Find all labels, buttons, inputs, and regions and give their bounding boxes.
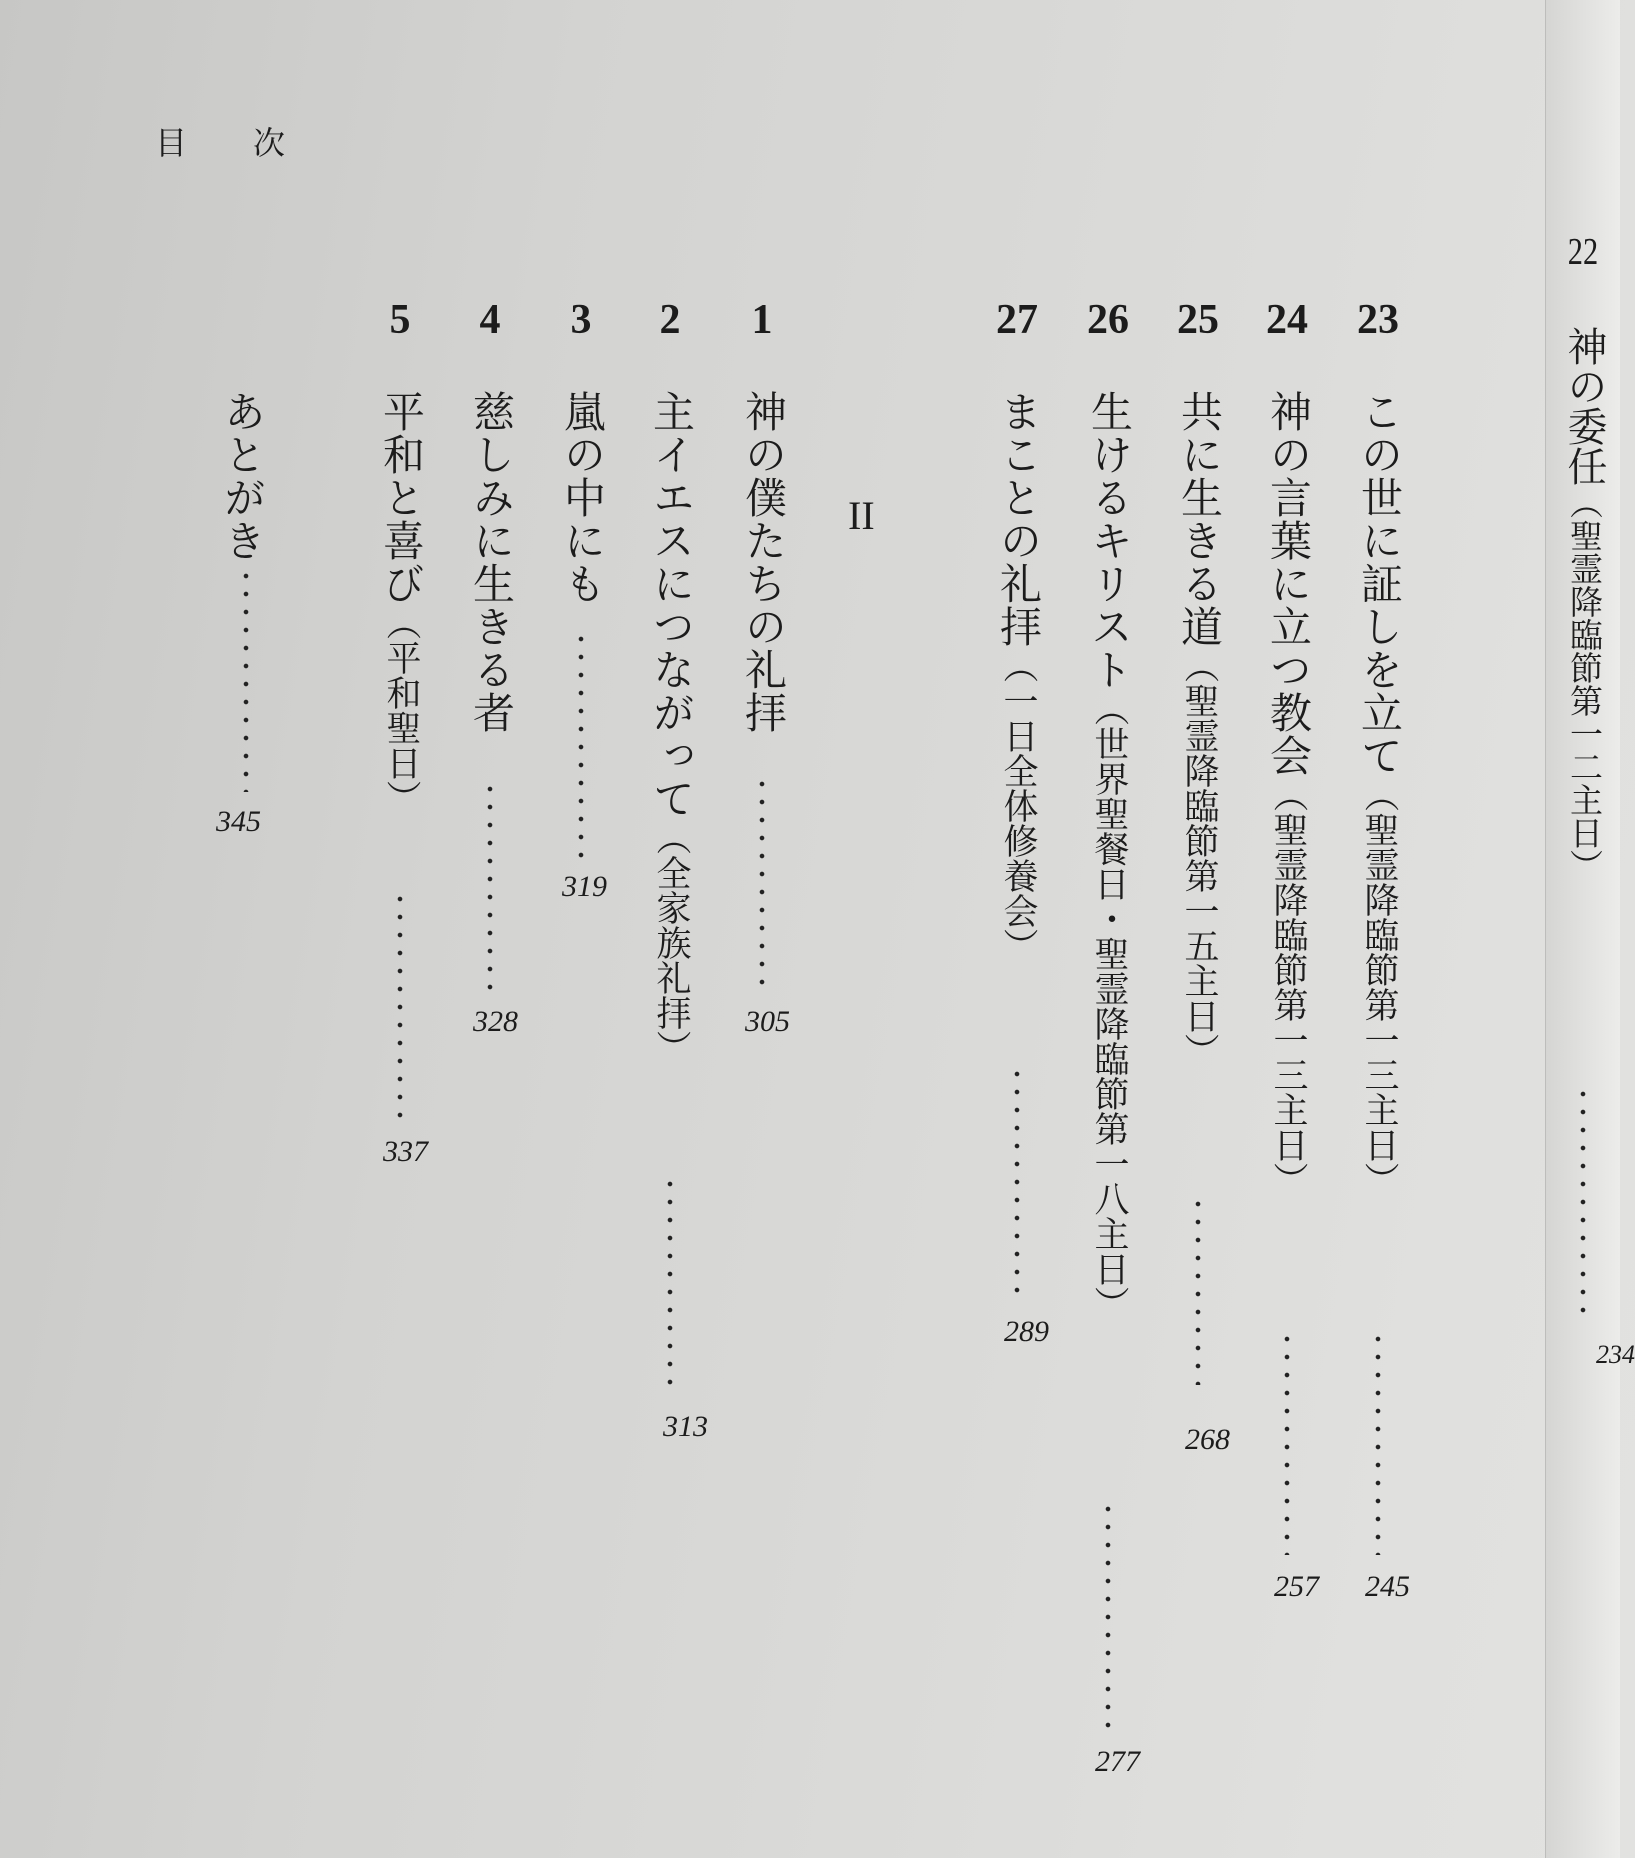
chapter-title-block bbox=[1355, 390, 1404, 1197]
chapter-number: 1 bbox=[751, 297, 773, 343]
chapter-subtitle: （聖霊降臨節第一三主日） bbox=[1359, 777, 1399, 1197]
chapter-title: 嵐の中にも bbox=[558, 390, 607, 605]
chapter-number: 26 bbox=[1087, 297, 1129, 343]
page-number: 289 bbox=[1004, 1315, 1049, 1348]
chapter-title: 慈しみに生きる者 bbox=[467, 390, 516, 734]
chapter-title-block bbox=[647, 390, 696, 1065]
chapter-subtitle: （一日全体修養会） bbox=[998, 648, 1038, 963]
leader-dots bbox=[397, 890, 403, 1120]
leader-dots bbox=[578, 630, 584, 860]
chapter-title: 神の僕たちの礼拝 bbox=[739, 390, 788, 734]
chapter-number: 5 bbox=[389, 297, 411, 343]
adjacent-chapter-title-block bbox=[1562, 326, 1606, 882]
part-heading: II bbox=[848, 493, 875, 538]
page-number: 345 bbox=[216, 805, 261, 838]
leader-dots bbox=[1284, 1330, 1290, 1555]
adjacent-page-number: 234 bbox=[1596, 1340, 1635, 1369]
chapter-subtitle: （聖霊降臨節第一五主日） bbox=[1179, 648, 1219, 1068]
adjacent-chapter-number: 22 bbox=[1567, 231, 1599, 273]
chapter-number: 3 bbox=[570, 297, 592, 343]
chapter-title: 生けるキリスト bbox=[1085, 390, 1134, 691]
leader-dots bbox=[243, 567, 249, 792]
chapter-title-block bbox=[558, 390, 607, 605]
chapter-title-block bbox=[739, 390, 788, 734]
chapter-number: 2 bbox=[659, 297, 681, 343]
chapter-title-block bbox=[1264, 390, 1313, 1197]
page-number: 305 bbox=[745, 1005, 790, 1038]
chapter-number: 27 bbox=[996, 297, 1038, 343]
leader-dots bbox=[1014, 1065, 1020, 1295]
chapter-title: 共に生きる道 bbox=[1175, 390, 1224, 648]
page-number: 337 bbox=[383, 1135, 428, 1168]
page-header: 目次 bbox=[155, 124, 352, 162]
adjacent-chapter-title: 神の委任 bbox=[1561, 326, 1607, 486]
chapter-title: 平和と喜び bbox=[377, 390, 426, 605]
page-number: 277 bbox=[1095, 1745, 1140, 1778]
chapter-title-block bbox=[467, 390, 516, 734]
leader-dots bbox=[1105, 1500, 1111, 1735]
leader-dots bbox=[1195, 1195, 1201, 1385]
chapter-subtitle: （聖霊降臨節第一三主日） bbox=[1268, 777, 1308, 1197]
chapter-title-block bbox=[1085, 390, 1134, 1321]
chapter-number: 24 bbox=[1266, 297, 1308, 343]
chapter-title-block bbox=[377, 390, 426, 815]
chapter-subtitle: （平和聖日） bbox=[381, 605, 421, 815]
chapter-subtitle: （世界聖餐日・聖霊降臨節第一八主日） bbox=[1089, 691, 1129, 1321]
page-number: 319 bbox=[562, 870, 607, 903]
chapter-title: 神の言葉に立つ教会 bbox=[1264, 390, 1313, 777]
chapter-subtitle: （全家族礼拝） bbox=[651, 820, 691, 1065]
page-number: 328 bbox=[473, 1005, 518, 1038]
page-number: 268 bbox=[1185, 1423, 1230, 1456]
chapter-title: この世に証しを立て bbox=[1355, 390, 1404, 777]
chapter-title: 主イエスにつながって bbox=[647, 390, 696, 820]
leader-dots bbox=[487, 780, 493, 995]
chapter-title-block bbox=[1175, 390, 1224, 1068]
adjacent-chapter-subtitle: （聖霊降臨節第一二主日） bbox=[1565, 486, 1604, 882]
chapter-title: まことの礼拝 bbox=[994, 390, 1043, 648]
chapter-title-block bbox=[994, 390, 1043, 963]
leader-dots bbox=[759, 775, 765, 990]
page-number: 313 bbox=[663, 1410, 708, 1443]
chapter-number: 23 bbox=[1357, 297, 1399, 343]
afterword-title: あとがき bbox=[218, 390, 267, 562]
chapter-number: 4 bbox=[479, 297, 501, 343]
adjacent-page-edge bbox=[1545, 0, 1635, 1858]
leader-dots bbox=[1375, 1330, 1381, 1555]
page-number: 257 bbox=[1274, 1570, 1319, 1603]
page-number: 245 bbox=[1365, 1570, 1410, 1603]
leader-dots bbox=[1580, 1085, 1586, 1325]
chapter-number: 25 bbox=[1177, 297, 1219, 343]
leader-dots bbox=[667, 1175, 673, 1395]
